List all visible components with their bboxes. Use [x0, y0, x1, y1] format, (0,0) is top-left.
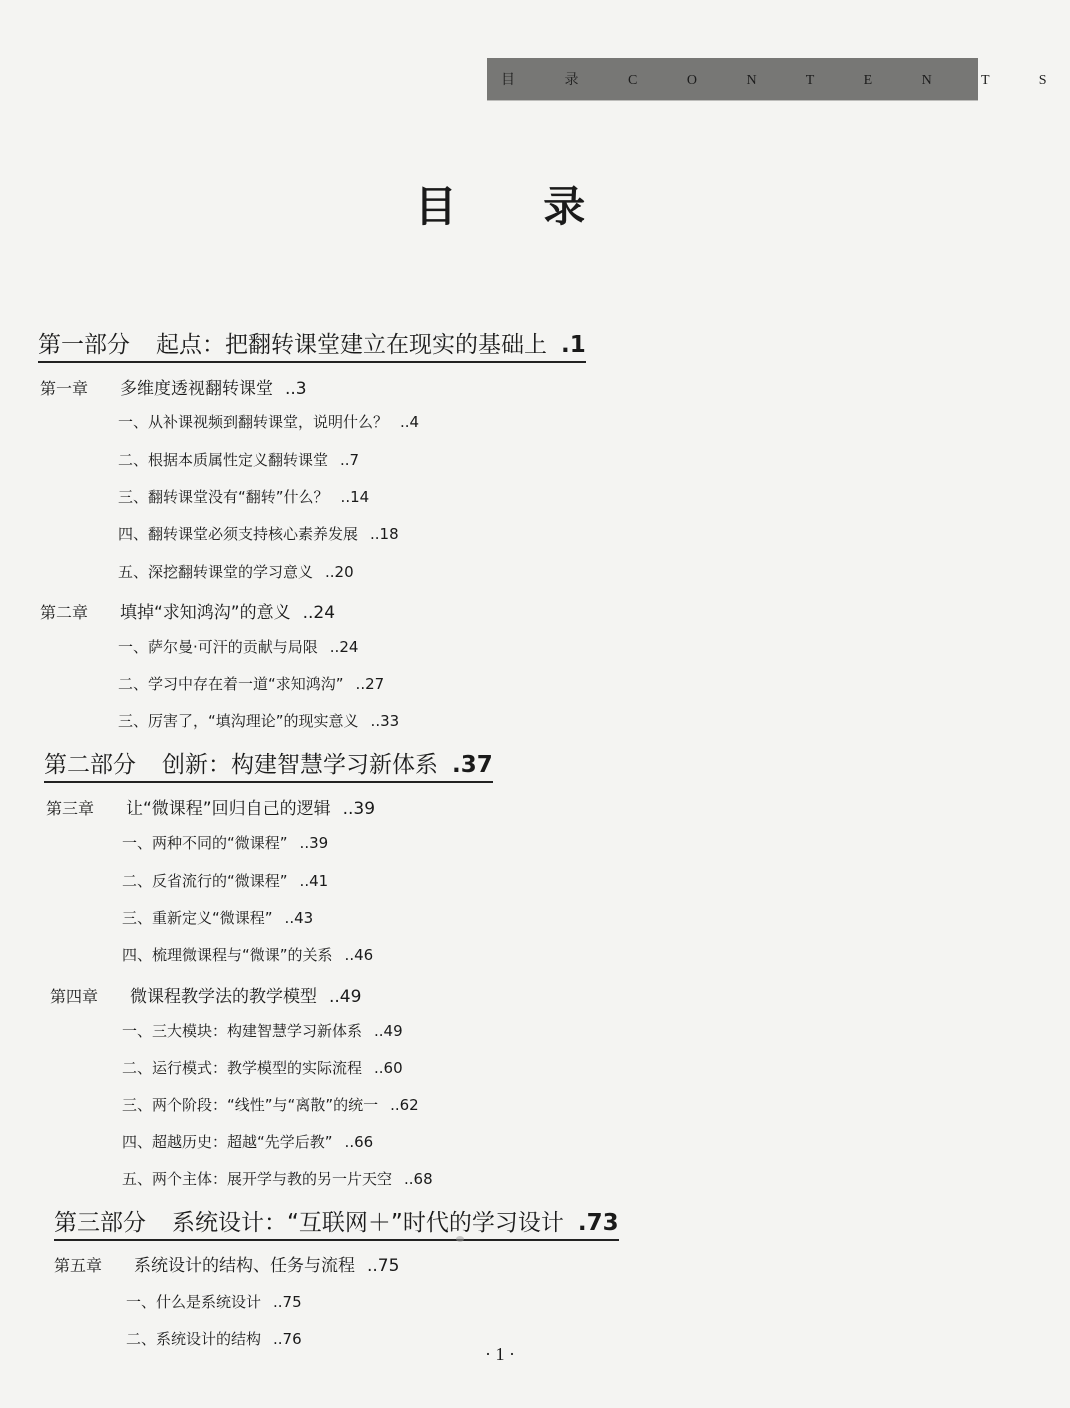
- section-page: ..68: [404, 1170, 433, 1188]
- section-page: ..75: [273, 1293, 302, 1311]
- toc-section[interactable]: [122, 944, 373, 965]
- section-page: ..24: [329, 638, 359, 656]
- section-page: ..62: [390, 1096, 419, 1114]
- section-page: ..43: [284, 909, 314, 927]
- section-title: 二、反省流行的“微课程”: [122, 872, 288, 890]
- chapter-title: 微课程教学法的教学模型: [130, 987, 317, 1007]
- toc-section[interactable]: [122, 870, 328, 891]
- chapter-title: 让“微课程”回归自己的逻辑: [126, 799, 331, 819]
- part-label: 第三部分: [54, 1210, 146, 1236]
- section-page: ..7: [340, 451, 360, 469]
- toc-section[interactable]: [122, 907, 313, 928]
- chapter-page: ..24: [302, 603, 336, 623]
- section-title: 三、厉害了，“填沟理论”的现实意义: [118, 712, 359, 730]
- section-title: 一、两种不同的“微课程”: [122, 834, 288, 852]
- toc-section[interactable]: [118, 673, 384, 694]
- part-title: 起点：把翻转课堂建立在现实的基础上: [156, 332, 547, 358]
- section-title: 五、两个主体：展开学与教的另一片天空: [122, 1170, 393, 1188]
- section-title: 四、梳理微课程与“微课”的关系: [122, 946, 333, 964]
- chapter-page: ..3: [285, 379, 307, 399]
- section-title: 三、重新定义“微课程”: [122, 909, 273, 927]
- part-page: .37: [452, 752, 493, 778]
- toc-section[interactable]: [122, 1094, 419, 1115]
- part-page: .1: [561, 332, 586, 358]
- page-title: 目 录: [414, 182, 622, 231]
- toc-section[interactable]: [122, 1131, 373, 1152]
- toc-section[interactable]: [122, 832, 328, 853]
- section-title: 一、三大模块：构建智慧学习新体系: [122, 1022, 363, 1040]
- section-title: 二、根据本质属性定义翻转课堂: [118, 451, 329, 469]
- chapter-page: ..49: [329, 987, 362, 1007]
- chapter-label: 第五章: [54, 1256, 103, 1275]
- toc-section[interactable]: [118, 710, 399, 731]
- section-page: ..46: [344, 946, 374, 964]
- chapter-page: ..39: [342, 799, 376, 819]
- chapter-label: 第三章: [46, 799, 95, 818]
- part-title: 创新：构建智慧学习新体系: [162, 752, 438, 778]
- chapter-title: 系统设计的结构、任务与流程: [134, 1256, 355, 1276]
- toc-section[interactable]: [122, 1168, 433, 1189]
- toc-chapter-4[interactable]: [50, 982, 361, 1007]
- section-page: ..18: [370, 525, 399, 543]
- toc-section[interactable]: [118, 523, 399, 544]
- part-page: .73: [577, 1210, 619, 1236]
- toc-section[interactable]: [126, 1291, 302, 1312]
- section-title: 一、萨尔曼·可汗的贡献与局限: [118, 638, 318, 656]
- toc-chapter-1[interactable]: [40, 374, 307, 399]
- section-title: 一、什么是系统设计: [126, 1293, 262, 1311]
- toc-section[interactable]: [122, 1057, 403, 1078]
- section-page: ..33: [370, 712, 400, 730]
- toc-section[interactable]: [118, 636, 358, 657]
- section-title: 二、运行模式：教学模型的实际流程: [122, 1059, 363, 1077]
- section-page: ..14: [340, 488, 370, 506]
- toc-section[interactable]: [118, 561, 354, 582]
- section-page: ..76: [273, 1330, 302, 1348]
- scan-smudge: [456, 1236, 464, 1242]
- section-title: 三、翻转课堂没有“翻转”什么？: [118, 488, 329, 506]
- toc-section[interactable]: [118, 449, 359, 470]
- page-number: · 1 ·: [485, 1344, 515, 1364]
- section-title: 二、系统设计的结构: [126, 1330, 262, 1348]
- section-title: 四、翻转课堂必须支持核心素养发展: [118, 525, 359, 543]
- chapter-label: 第四章: [50, 987, 99, 1006]
- section-title: 四、超越历史：超越“先学后教”: [122, 1133, 333, 1151]
- toc-part-3[interactable]: [54, 1204, 619, 1241]
- chapter-label: 第二章: [40, 603, 89, 622]
- section-page: ..39: [299, 834, 329, 852]
- toc-section[interactable]: [122, 1020, 403, 1041]
- chapter-title: 多维度透视翻转课堂: [120, 379, 273, 399]
- chapter-title: 填掉“求知鸿沟”的意义: [120, 603, 291, 623]
- toc-section[interactable]: [118, 411, 419, 432]
- section-page: ..41: [299, 872, 329, 890]
- toc-chapter-3[interactable]: [46, 794, 375, 819]
- header-rule: [487, 100, 978, 101]
- section-page: ..4: [400, 413, 420, 431]
- section-page: ..20: [325, 563, 354, 581]
- section-page: ..66: [344, 1133, 374, 1151]
- section-title: 五、深挖翻转课堂的学习意义: [118, 563, 314, 581]
- chapter-label: 第一章: [40, 379, 89, 398]
- part-label: 第一部分: [38, 332, 130, 358]
- section-title: 一、从补课视频到翻转课堂，说明什么？: [118, 413, 389, 431]
- contents-header-band: [487, 58, 1070, 100]
- section-page: ..49: [374, 1022, 403, 1040]
- section-title: 二、学习中存在着一道“求知鸿沟”: [118, 675, 344, 693]
- toc-part-2[interactable]: [44, 746, 493, 783]
- toc-chapter-2[interactable]: [40, 598, 335, 623]
- contents-header-text: 目 录 C O N T E N T S: [501, 73, 1070, 88]
- toc-part-1[interactable]: [38, 326, 586, 363]
- part-label: 第二部分: [44, 752, 136, 778]
- section-page: ..27: [355, 675, 385, 693]
- toc-section[interactable]: [118, 486, 369, 507]
- chapter-page: ..75: [367, 1256, 400, 1276]
- toc-chapter-5[interactable]: [54, 1251, 399, 1276]
- section-page: ..60: [374, 1059, 403, 1077]
- part-title: 系统设计：“互联网＋”时代的学习设计: [172, 1210, 564, 1236]
- section-title: 三、两个阶段：“线性”与“离散”的统一: [122, 1096, 379, 1114]
